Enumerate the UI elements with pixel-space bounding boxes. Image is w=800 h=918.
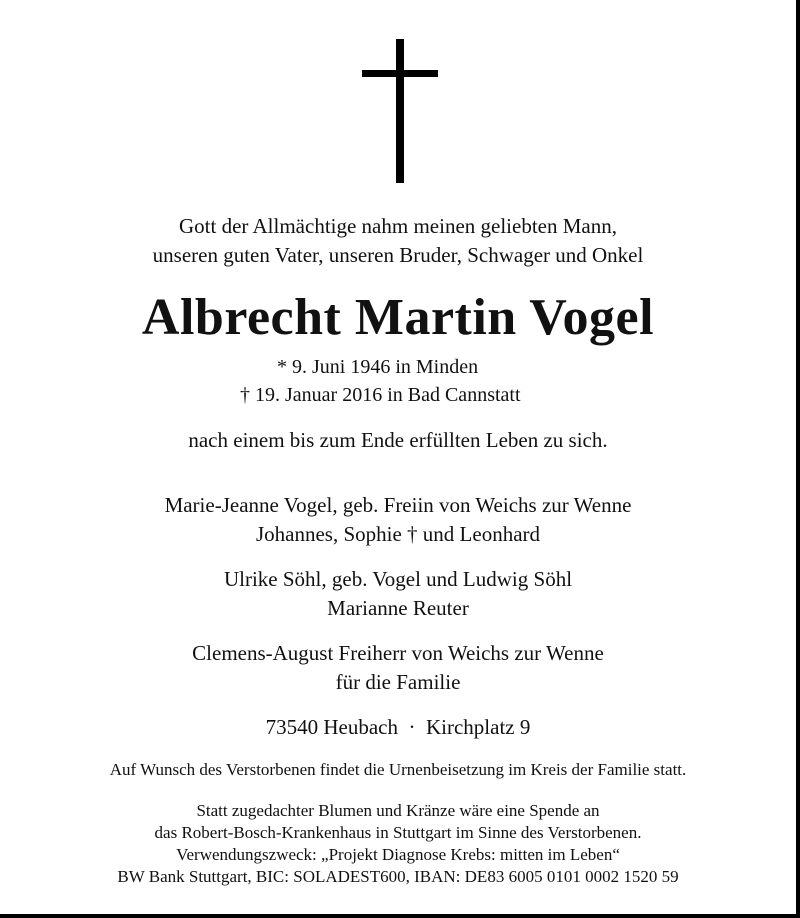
birth-date: * 9. Juni 1946 in Minden	[277, 356, 479, 378]
death-date: † 19. Januar 2016 in Bad Cannstatt	[240, 384, 521, 406]
family-note: für die Familie	[335, 670, 461, 694]
mourner-children: Johannes, Sophie † und Leonhard	[255, 522, 541, 546]
bank-details: BW Bank Stuttgart, BIC: SOLADEST600, IBAN: DE83 6005 0101 0002 1520 59	[117, 867, 679, 886]
intro-line-2: unseren guten Vater, unseren Bruder, Schwager und Onkel	[152, 243, 644, 267]
cross-horizontal-bar	[362, 70, 438, 77]
deceased-name: Albrecht Martin Vogel	[141, 289, 655, 346]
mourner-relative: Marianne Reuter	[327, 596, 469, 620]
intro-line-1: Gott der Allmächtige nahm meinen geliebten Mann,	[179, 214, 617, 238]
address-line: 73540 Heubach · Kirchplatz 9	[265, 715, 531, 739]
mourner-signatory: Clemens-August Freiherr von Weichs zur Wenne	[192, 641, 604, 665]
mourner-sibling: Ulrike Söhl, geb. Vogel und Ludwig Söhl	[223, 567, 573, 591]
cross-vertical-bar	[396, 39, 404, 183]
donation-purpose: Verwendungszweck: „Projekt Diagnose Krebs: mitten im Leben“	[176, 845, 620, 864]
closing-line: nach einem bis zum Ende erfüllten Leben zu sich.	[188, 428, 608, 452]
donation-line-2: das Robert-Bosch-Krankenhaus in Stuttgart im Sinne des Verstorbenen.	[154, 823, 642, 842]
donation-line-1: Statt zugedachter Blumen und Kränze wäre eine Spende an	[196, 801, 600, 820]
burial-note: Auf Wunsch des Verstorbenen findet die Urnenbeisetzung im Kreis der Familie statt.	[109, 760, 687, 779]
mourner-widow: Marie-Jeanne Vogel, geb. Freiin von Weichs zur Wenne	[164, 493, 632, 517]
